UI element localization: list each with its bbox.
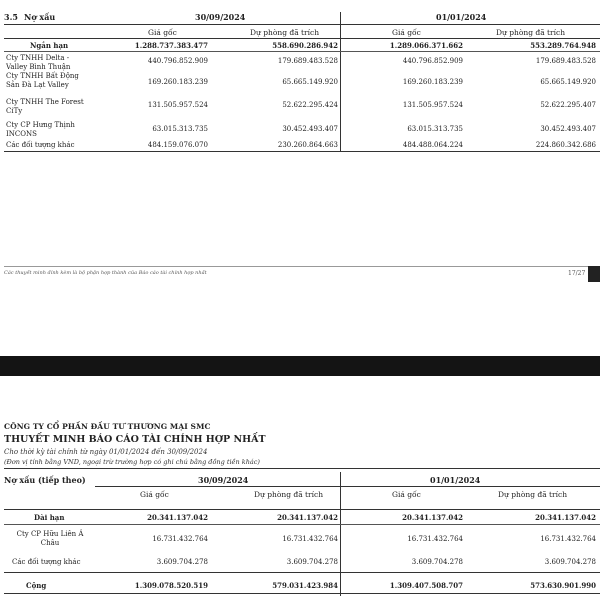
row-rule — [4, 524, 600, 525]
cell: 20.341.137.042 — [277, 513, 338, 522]
page-number: 17/27 — [568, 270, 586, 277]
cell: 440.796.852.909 — [147, 57, 208, 65]
title-rule — [4, 468, 600, 469]
footer-rule — [4, 266, 600, 267]
row-label: Cty CP Hữu Liên Á Châu — [16, 530, 84, 547]
cell: 573.630.901.990 — [530, 581, 596, 590]
cell: 179.689.483.528 — [277, 57, 338, 65]
cell: 224.860.342.686 — [535, 141, 596, 149]
row-label: Cty TNHH Bất Động Sản Đà Lạt Valley — [6, 72, 79, 89]
cell: 230.260.864.663 — [277, 141, 338, 149]
cell: 65.665.149.920 — [540, 78, 596, 86]
row-rule — [4, 509, 600, 510]
row-label: Các đối tượng khác — [6, 141, 75, 149]
cell: 1.288.737.383.477 — [134, 41, 208, 50]
cell: 558.690.286.942 — [272, 41, 338, 50]
row-label: Cty TNHH Delta - Valley Bình Thuận — [6, 54, 71, 71]
col-gia-goc-1: Giá gốc — [140, 490, 169, 499]
cell: 169.260.183.239 — [402, 78, 463, 86]
table-bottom-rule — [4, 151, 600, 152]
cell: 1.309.078.520.519 — [134, 581, 208, 590]
cell: 30.452.493.407 — [540, 125, 596, 133]
col-gia-goc-1: Giá gốc — [148, 28, 177, 37]
period-2-header: 01/01/2024 — [436, 12, 487, 22]
cell: 131.505.957.524 — [402, 101, 463, 109]
cell: 20.341.137.042 — [147, 513, 208, 522]
period-2-header: 01/01/2024 — [430, 475, 481, 485]
cell: 484.488.064.224 — [402, 141, 463, 149]
cell: 16.731.432.764 — [282, 535, 338, 543]
cell: 16.731.432.764 — [540, 535, 596, 543]
cell: 440.796.852.909 — [402, 57, 463, 65]
cell: 63.015.313.735 — [152, 125, 208, 133]
cell: 169.260.183.239 — [147, 78, 208, 86]
header-rule-bottom — [4, 38, 600, 39]
row-label: Dài hạn — [34, 513, 65, 522]
column-divider — [340, 472, 341, 596]
row-label: Cty CP Hưng Thịnh INCONS — [6, 121, 75, 138]
section-number: 3.5 — [4, 12, 18, 22]
col-du-phong-1: Dự phòng đã trích — [254, 490, 324, 499]
cell: 553.289.764.948 — [530, 41, 596, 50]
cell: 30.452.493.407 — [282, 125, 338, 133]
cell: 1.289.066.371.662 — [389, 41, 463, 50]
cell: 579.031.423.984 — [272, 581, 338, 590]
footer-note: Các thuyết minh đính kèm là bộ phận hợp thành của Báo cáo tài chính hợp nhất — [4, 270, 207, 276]
cell: 20.341.137.042 — [535, 513, 596, 522]
page-separator-band — [0, 356, 600, 376]
column-divider — [340, 12, 341, 152]
header-rule — [95, 486, 600, 487]
header-rule — [4, 24, 600, 25]
row-label: Cty TNHH The Forest CiTy — [6, 98, 84, 115]
cell: 16.731.432.764 — [407, 535, 463, 543]
row-label: Cộng — [26, 581, 47, 590]
cell: 131.505.957.524 — [147, 101, 208, 109]
row-label: Ngắn hạn — [30, 41, 69, 50]
cell: 52.622.295.424 — [282, 101, 338, 109]
cell: 3.609.704.278 — [411, 558, 463, 566]
period-line: Cho thời kỳ tài chính từ ngày 01/01/2024 đến 30/09/2024 — [4, 448, 208, 456]
col-du-phong-1: Dự phòng đã trích — [250, 28, 320, 37]
col-gia-goc-2: Giá gốc — [392, 490, 421, 499]
period-1-header: 30/09/2024 — [195, 12, 246, 22]
cell: 52.622.295.407 — [540, 101, 596, 109]
col-du-phong-2: Dự phòng đã trích — [498, 490, 568, 499]
cell: 179.689.483.528 — [535, 57, 596, 65]
cell: 63.015.313.735 — [407, 125, 463, 133]
cell: 1.309.407.508.707 — [389, 581, 463, 590]
row-label: Các đối tượng khác — [12, 558, 81, 566]
total-rule — [4, 593, 600, 594]
section-title: Nợ xấu — [24, 12, 56, 22]
row-rule — [4, 51, 600, 52]
cell: 65.665.149.920 — [282, 78, 338, 86]
cell: 3.609.704.278 — [544, 558, 596, 566]
cell: 3.609.704.278 — [286, 558, 338, 566]
unit-line: (Đơn vị tính bằng VND, ngoại trừ trường hợp có ghi chú bằng đồng tiền khác) — [4, 458, 260, 466]
doc-title: THUYẾT MINH BÁO CÁO TÀI CHÍNH HỢP NHẤT — [4, 434, 266, 445]
col-gia-goc-2: Giá gốc — [392, 28, 421, 37]
col-du-phong-2: Dự phòng đã trích — [496, 28, 566, 37]
cell: 16.731.432.764 — [152, 535, 208, 543]
scan-mark — [588, 266, 600, 282]
section-title: Nợ xấu (tiếp theo) — [4, 475, 86, 485]
cell: 484.159.076.070 — [147, 141, 208, 149]
cell: 3.609.704.278 — [156, 558, 208, 566]
row-rule — [4, 572, 600, 573]
cell: 20.341.137.042 — [402, 513, 463, 522]
period-1-header: 30/09/2024 — [198, 475, 249, 485]
company-name: CÔNG TY CỔ PHẦN ĐẦU TƯ THƯƠNG MẠI SMC — [4, 422, 211, 431]
